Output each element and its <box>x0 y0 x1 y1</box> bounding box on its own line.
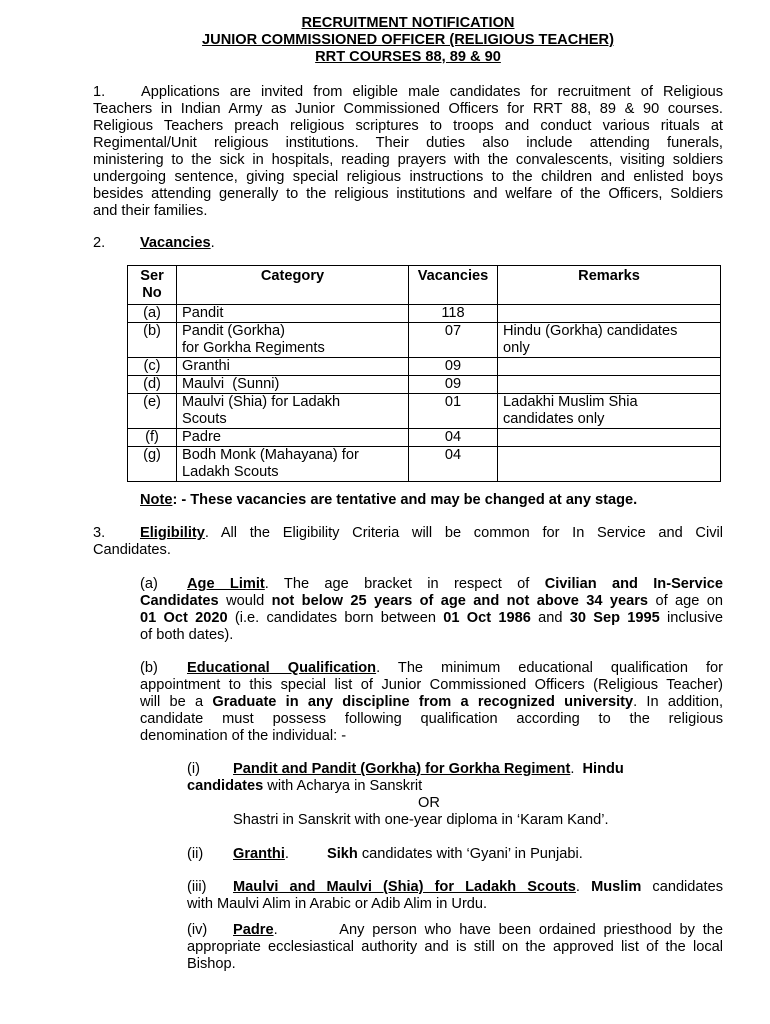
cell-category: Maulvi (Shia) for Ladakh Scouts <box>177 394 409 429</box>
cell-category: Pandit <box>177 305 409 323</box>
age-limit-text: Age Limit. The age bracket in respect of Civilian and In-Service Candidates would not below 25 years of age and not above 34 years of age on 01 Oct 2020 (i.e. candidates born between 01 Oct 1986 and 30 Sep 1995 inclusive of both dates). <box>140 576 723 643</box>
para1-line: Teachers in Indian Army as Junior Commissioned Officers for RRT 88, 89 & 90 courses. <box>93 101 723 117</box>
cell-ser: (e) <box>128 394 177 429</box>
sub4-text: Padre. Any person who have been ordained priesthood by the appropriate ecclesiastical authority and is still on the approved list of the local Bishop. <box>187 922 723 972</box>
sub1-label: (i) <box>187 761 200 777</box>
cell-ser: (f) <box>128 429 177 447</box>
col-header-remarks: Remarks <box>498 266 721 305</box>
age-limit-heading: Age Limit <box>187 576 265 592</box>
note-line <box>140 492 637 509</box>
note-label: Note <box>140 492 173 508</box>
sub3-label: (iii) <box>187 879 207 895</box>
sub2-heading-line: Granthi. <box>233 846 289 862</box>
sub2-text: Sikh candidates with ‘Gyani’ in Punjabi. <box>327 846 583 862</box>
eligibility-line1: . All the Eligibility Criteria will be common for In Service and Civil <box>204 525 723 541</box>
para1-line: and their families. <box>93 203 208 219</box>
cell-remarks: Hindu (Gorkha) candidates only <box>498 323 721 358</box>
doc-courses: RRT COURSES 88, 89 & 90 <box>315 49 501 65</box>
cell-category: Pandit (Gorkha) for Gorkha Regiments <box>177 323 409 358</box>
sub1-line2: candidates with Acharya in Sanskrit <box>187 778 423 794</box>
padre-heading: Padre <box>233 922 274 938</box>
cell-remarks <box>498 447 721 482</box>
para1-line: Applications are invited from eligible male candidates for recruitment of Religious <box>141 84 723 100</box>
table-row <box>128 447 721 482</box>
eligibility-line2: Candidates. <box>93 542 171 558</box>
table-row <box>128 323 721 358</box>
cell-ser: (c) <box>128 358 177 376</box>
para1-line: ministering to the sick in hospitals, reading prayers with the convalescents, visiting soldiers <box>93 152 723 168</box>
para1-line: Regimental/Unit religious institutions. Their duties also include attending funerals, <box>93 135 723 151</box>
doc-subtitle: JUNIOR COMMISSIONED OFFICER (RELIGIOUS TEACHER) <box>202 32 614 48</box>
vacancies-heading-text: Vacancies <box>140 235 211 251</box>
edu-qualification-text: Educational Qualification. The minimum educational qualification for appointment to this special list of Junior Commissioned Officers (Religious Teacher) will be a Graduate in any discipline from a recognized university. In addition, candidate must possess following qualification according to the religious denomination of the individual: - <box>140 660 724 744</box>
vacancies-heading <box>140 235 215 252</box>
cell-ser: (d) <box>128 376 177 394</box>
vacancies-table <box>127 265 721 482</box>
cell-category: Bodh Monk (Mahayana) for Ladakh Scouts <box>177 447 409 482</box>
sub3-text: Maulvi and Maulvi (Shia) for Ladakh Scouts. Muslim candidates with Maulvi Alim in Arabic or Adib Alim in Urdu. <box>187 879 723 912</box>
cell-vacancies: 04 <box>409 429 498 447</box>
age-label: (a) <box>140 576 158 592</box>
cell-remarks <box>498 358 721 376</box>
table-row <box>128 358 721 376</box>
maulvi-heading: Maulvi and Maulvi (Shia) for Ladakh Scouts <box>233 879 576 895</box>
table-row <box>128 429 721 447</box>
table-row <box>128 376 721 394</box>
sub4-label: (iv) <box>187 922 208 938</box>
para1-line: undergoing sentence, giving special religious instructions to the children and enlisted boys <box>93 169 723 185</box>
cell-ser: (g) <box>128 447 177 482</box>
col-header-vacancies: Vacancies <box>409 266 498 305</box>
doc-title: RECRUITMENT NOTIFICATION <box>301 15 515 31</box>
table-header-row <box>128 266 721 305</box>
para1-line: besides attending generally to the religious institutions and welfare of the Officers, Soldiers <box>93 186 723 202</box>
table-row <box>128 394 721 429</box>
vacancies-heading-period: . <box>210 235 215 251</box>
cell-remarks: Ladakhi Muslim Shia candidates only <box>498 394 721 429</box>
cell-remarks <box>498 376 721 394</box>
cell-vacancies: 09 <box>409 358 498 376</box>
cell-category: Padre <box>177 429 409 447</box>
sub1-line1: Pandit and Pandit (Gorkha) for Gorkha Regiment. Hindu <box>233 761 624 777</box>
cell-vacancies: 01 <box>409 394 498 429</box>
edu-qualification-heading: Educational Qualification <box>187 660 377 676</box>
para3-text <box>93 525 723 559</box>
col-header-ser-no: Ser No <box>128 266 177 305</box>
para2-number: 2. <box>93 235 106 251</box>
cell-ser: (b) <box>128 323 177 358</box>
sub2-label: (ii) <box>187 846 204 862</box>
cell-remarks <box>498 305 721 323</box>
para1-line: Religious Teachers preach religious scriptures to troops and conduct various rituals at <box>93 118 723 134</box>
cell-ser: (a) <box>128 305 177 323</box>
cell-vacancies: 07 <box>409 323 498 358</box>
sub1-line3: Shastri in Sanskrit with one-year diploma in ‘Karam Kand’. <box>233 812 609 828</box>
cell-vacancies: 118 <box>409 305 498 323</box>
table-row <box>128 305 721 323</box>
cell-vacancies: 04 <box>409 447 498 482</box>
para3-number: 3. <box>93 525 106 541</box>
cell-vacancies: 09 <box>409 376 498 394</box>
col-header-category: Category <box>177 266 409 305</box>
cell-category: Maulvi (Sunni) <box>177 376 409 394</box>
para1-number: 1. <box>93 84 106 100</box>
pandit-heading: Pandit and Pandit (Gorkha) for Gorkha Regiment <box>233 761 571 777</box>
edu-label: (b) <box>140 660 158 676</box>
sub1-or: OR <box>418 795 440 811</box>
granthi-heading: Granthi <box>233 846 285 862</box>
eligibility-heading: Eligibility <box>140 525 205 541</box>
cell-remarks <box>498 429 721 447</box>
para1-text <box>93 84 723 220</box>
cell-category: Granthi <box>177 358 409 376</box>
note-text: : - These vacancies are tentative and may be changed at any stage. <box>172 492 638 508</box>
